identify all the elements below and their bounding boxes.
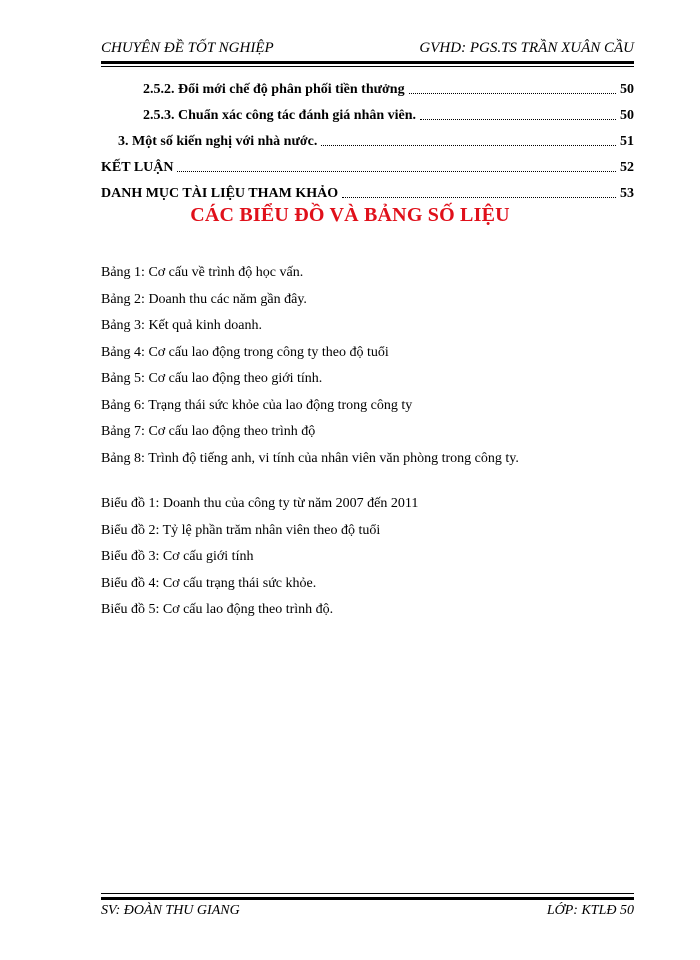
toc-entry	[101, 156, 634, 176]
toc-leader-dots	[420, 118, 616, 120]
toc-entry-label: 2.5.2. Đổi mới chế độ phân phối tiền thưởng	[143, 82, 405, 97]
footer-rule-thin	[101, 893, 634, 894]
toc-entry	[118, 130, 634, 150]
page-header	[101, 40, 634, 60]
header-left: CHUYÊN ĐỀ TỐT NGHIỆP	[101, 40, 274, 56]
page-footer	[101, 903, 634, 923]
list-item: Bảng 8: Trình độ tiếng anh, vi tính của nhân viên văn phòng trong công ty.	[101, 450, 519, 466]
tables-list	[101, 260, 519, 472]
list-item: Bảng 4: Cơ cấu lao động trong công ty theo độ tuổi	[101, 344, 389, 360]
toc-entry	[143, 104, 634, 124]
list-item: Biểu đồ 4: Cơ cấu trạng thái sức khỏe.	[101, 575, 317, 591]
toc-entry-page: 50	[620, 82, 634, 97]
list-item: Biểu đồ 3: Cơ cấu giới tính	[101, 549, 254, 564]
toc-entry-page: 53	[620, 186, 634, 201]
header-rule-thin	[101, 66, 634, 67]
toc-leader-dots	[409, 92, 616, 94]
list-item: Biểu đồ 5: Cơ cấu lao động theo trình độ.	[101, 602, 334, 617]
list-item: Bảng 1: Cơ cấu về trình độ học vấn.	[101, 265, 304, 280]
footer-right: LỚP: KTLĐ 50	[546, 903, 634, 918]
toc-entry-page: 50	[620, 108, 634, 123]
toc-entry-label: 2.5.3. Chuẩn xác công tác đánh giá nhân viên.	[143, 108, 417, 123]
toc-entry-page: 51	[620, 134, 634, 149]
toc-entry-page: 52	[620, 160, 634, 175]
toc-entry-label: 3. Một số kiến nghị với nhà nước.	[118, 134, 318, 149]
footer-rule-thick	[101, 897, 634, 900]
list-item: Biểu đồ 1: Doanh thu của công ty từ năm 2007 đến 2011	[101, 496, 419, 511]
list-item: Bảng 5: Cơ cấu lao động theo giới tính.	[101, 371, 323, 386]
charts-list	[101, 491, 418, 624]
toc-leader-dots	[177, 170, 616, 172]
list-item: Bảng 7: Cơ cấu lao động theo trình độ	[101, 424, 316, 439]
list-item: Bảng 6: Trạng thái sức khỏe của lao động trong công ty	[101, 397, 413, 413]
list-item: Biểu đồ 2: Tỷ lệ phần trăm nhân viên theo độ tuổi	[101, 522, 381, 538]
section-title: CÁC BIỂU ĐỒ VÀ BẢNG SỐ LIỆU	[190, 204, 510, 226]
toc-entry-label: DANH MỤC TÀI LIỆU THAM KHẢO	[101, 186, 339, 201]
toc-leader-dots	[321, 144, 616, 146]
toc-entry	[101, 182, 634, 202]
header-rule-thick	[101, 61, 634, 64]
list-item: Bảng 2: Doanh thu các năm gần đây.	[101, 291, 307, 307]
toc-leader-dots	[342, 196, 616, 198]
toc-entry-label: KẾT LUẬN	[101, 160, 174, 175]
header-right: GVHD: PGS.TS TRẦN XUÂN CẦU	[419, 40, 634, 56]
list-item: Bảng 3: Kết quả kinh doanh.	[101, 318, 262, 333]
footer-left: SV: ĐOÀN THU GIANG	[101, 903, 240, 918]
toc-entry	[143, 78, 634, 98]
